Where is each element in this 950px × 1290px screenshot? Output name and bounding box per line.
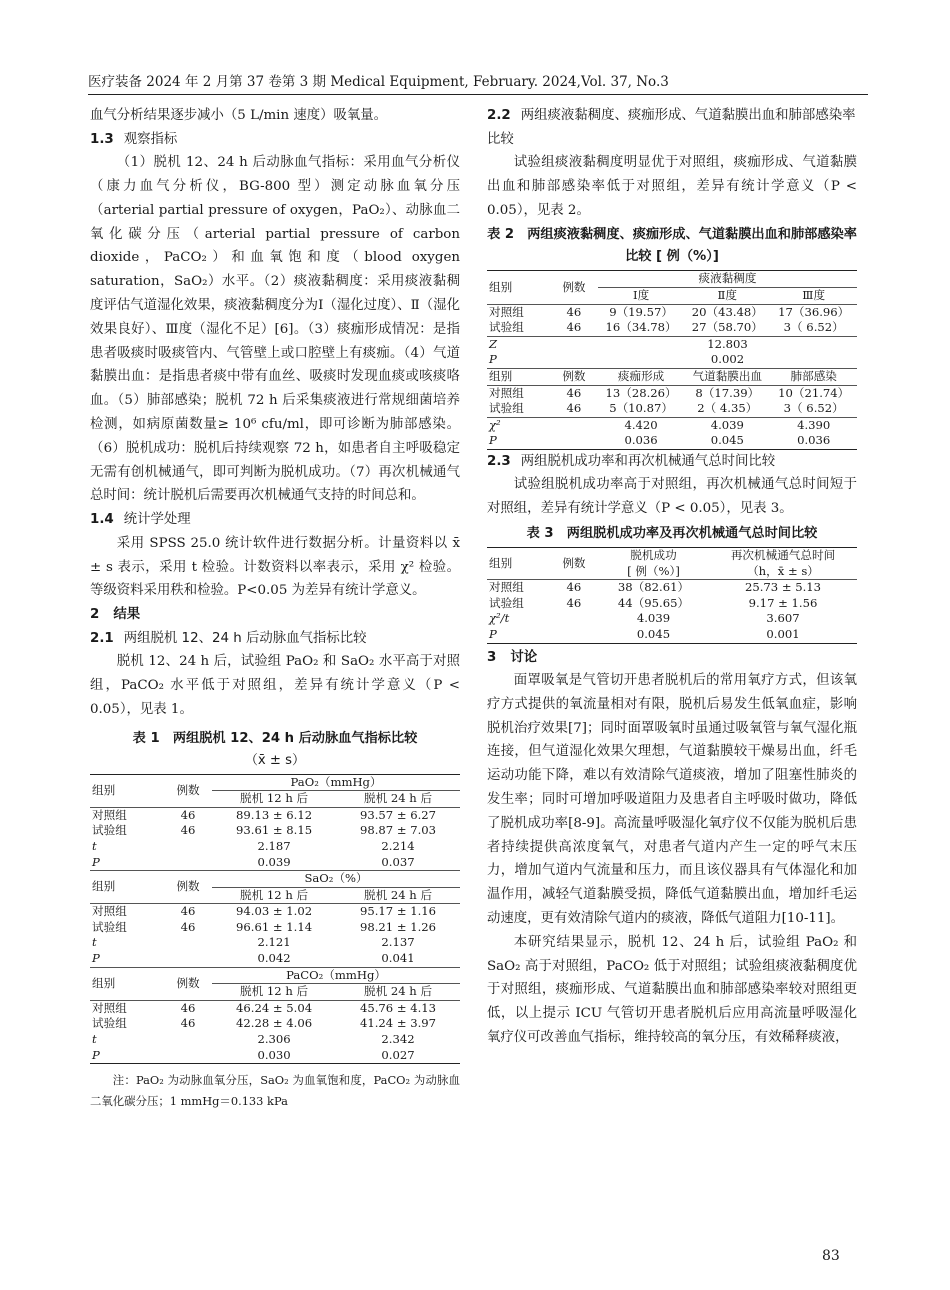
table-header-row [487,368,857,385]
table-cell: 46 [180,823,196,838]
table-cell: 组别 [487,368,550,385]
table-cell: 2（ 4.35） [697,401,758,416]
section-2-heading [90,603,460,627]
table-cell [598,548,709,580]
table-cell: 试验组 [489,595,524,610]
table-row [90,823,460,839]
table-cell: 0.036 [598,433,684,449]
table-row [90,1048,460,1064]
table-cell: 0.039 [257,854,291,869]
table-1 [90,774,460,1065]
table-cell: 2.306 [257,1032,291,1047]
section-number: 2.3 [487,453,511,469]
running-header: 医疗装备 2024 年 2 月第 37 卷第 3 期 Medical Equipment, February. 2024,Vol. 37, No.3 [88,74,669,90]
section-title: 两组脱机 12、24 h 后动脉血气指标比较 [123,630,367,646]
table-cell: P [92,854,100,869]
left-column [90,104,460,1112]
table-cell: PaO₂（mmHg） [212,774,460,791]
table-row [487,385,857,401]
table-cell: 46 [180,1016,196,1031]
section-2-2-heading [487,104,857,151]
table-row [90,935,460,951]
section-title: 结果 [113,607,141,623]
table-cell: 8（17.39） [684,385,770,401]
table-cell: 46 [550,304,598,320]
table-cell: 例数 [550,548,598,580]
table-cell: 16（34.78） [605,320,677,335]
table-cell [164,855,212,871]
table-cell: 3（ 6.52） [783,401,844,416]
table-row [90,951,460,967]
table-cell: PaCO₂（mmHg） [212,967,460,984]
caption-line-2: （x̄ ± s） [244,752,306,768]
table-2 [487,270,857,450]
header-line: 再次机械通气总时间 [730,548,836,563]
table-cell: 2.214 [381,838,415,853]
table-row [90,1000,460,1016]
table-cell [550,417,598,433]
table-row [487,352,857,368]
table-row [487,627,857,643]
table-cell: 96.61 ± 1.14 [236,919,313,934]
table-cell: 对照组 [487,304,550,320]
table-cell: 对照组 [487,385,550,401]
table-cell: 例数 [164,774,212,807]
table-cell: P [90,1048,164,1064]
table-cell: 例数 [164,871,212,904]
paragraph-continued: 血气分析结果逐步减小（5 L/min 速度）吸氧量。 [90,108,388,123]
table-cell [550,611,598,627]
table-cell: 46 [164,807,212,823]
table-cell: 45.76 ± 4.13 [336,1000,460,1016]
table-cell: 38（82.61） [598,580,709,596]
table-row [90,904,460,920]
table-cell [550,627,598,643]
page-number: 83 [822,1248,840,1264]
table-cell: Ⅰ度 [632,287,650,302]
table-cell [550,336,598,352]
table-cell: 脱机 12 h 后 [240,791,309,806]
table-cell: 42.28 ± 4.06 [236,1016,313,1031]
right-column [487,104,857,1050]
table-row [90,1032,460,1048]
table-cell [164,839,212,855]
table-cell: 组别 [90,774,164,807]
table-cell: t [92,935,97,950]
table-cell: 脱机 24 h 后 [363,887,433,902]
section-number: 2.2 [487,108,511,123]
section-2-1-heading [90,627,460,651]
table-cell [164,935,212,951]
paragraph-result-2-3: 试验组脱机成功率高于对照组，再次机械通气总时间短于对照组，差异有统计学意义（P < 0.05），见表 3。 [487,477,857,517]
table-cell: 脱机 24 h 后 [363,791,433,806]
section-1-4-heading [90,508,460,532]
table-header-row [90,967,460,984]
table-cell: P [92,951,100,966]
section-number: 2 [90,607,100,623]
table-cell: 93.61 ± 8.15 [236,823,313,838]
table-cell: 27（58.70） [691,320,763,335]
table-cell: 41.24 ± 3.97 [359,1016,437,1031]
table-cell: 0.045 [684,433,770,449]
table-cell: 98.87 ± 7.03 [359,823,437,838]
table-cell: 脱机 12 h 后 [240,984,309,999]
table-cell: 20（43.48） [684,304,770,320]
paragraph-statistics: 采用 SPSS 25.0 统计软件进行数据分析。计量资料以 x̄ ± s 表示，采用 t 检验。计数资料以率表示，采用 χ² 检验。等级资料采用秩和检验。P<0.05 为差异有统计学意义。 [90,535,460,599]
table-row [90,1016,460,1032]
table-cell: 17（36.96） [770,304,857,320]
table-cell: 痰痂形成 [598,368,684,385]
table-cell: 4.039 [684,417,770,433]
table-cell: 组别 [90,967,164,1000]
table-row [90,807,460,823]
paragraph-discussion-1: 面罩吸氧是气管切开患者脱机后的常用氧疗方式，但该氧疗方式提供的氧流量相对有限，脱机后易发生低氧血症，影响脱机治疗效果[7]；同时面罩吸氧时虽通过吸氧管与氧气湿化瓶连接，但气道湿化效果欠理想，气道黏膜较干燥易出血，纤毛运动功能下降，难以有效清除气道痰液，增加了阻塞性肺炎的发生率；同时可增加呼吸道阻力及患者自主呼吸时做功，降低了脱机成功率[8-9]。高流量呼吸湿化氧疗仪不仅能为脱机后患者持续提供高浓度氧气，对患者气道内产生一定的呼气末压力，增加气道内气流量和压力，而且该仪器具有气体湿化和加温作用，减轻气道黏膜受损，降低气道黏膜出血，增加纤毛运动速度，更有效清除气道内的痰液，降低气道阻力[10-11]。 [487,673,857,927]
table-cell: 组别 [487,548,550,580]
paragraph-discussion-2: 本研究结果显示，脱机 12、24 h 后，试验组 PaO₂ 和 SaO₂ 高于对照组，PaCO₂ 低于对照组；试验组痰液黏稠度优于对照组，痰痂形成、气道黏膜出血和肺部感染率较对照组更低，以上提示 ICU 气管切开患者脱机后应用高流量呼吸湿化氧疗仪可改善血气指标，维持较高的氧分压，有效稀释痰液， [487,934,857,1046]
table-cell: 2.137 [381,935,415,950]
table-cell: 3.607 [766,611,800,626]
section-title: 观察指标 [123,131,178,147]
table-cell: 46 [164,904,212,920]
table-cell: 0.001 [709,627,857,643]
section-number: 1.3 [90,131,114,147]
table-cell: 例数 [164,967,212,1000]
table-cell: 46 [550,385,598,401]
table-row [90,855,460,871]
table-header-row [487,271,857,288]
table-cell: 46.24 ± 5.04 [212,1000,336,1016]
table-cell: 试验组 [489,320,524,335]
table-cell: 4.420 [598,417,684,433]
paragraph-result-2-2: 试验组痰液黏稠度明显优于对照组，痰痂形成、气道黏膜出血和肺部感染率低于对照组，差异有统计学意义（P < 0.05），见表 2。 [487,155,857,218]
table-cell: 2.121 [257,935,291,950]
table-cell: 0.036 [770,433,857,449]
paragraph-observation: （1）脱机 12、24 h 后动脉血气指标：采用血气分析仪（康力血气分析仪，BG-800 型）测定动脉血氧分压（arterial partial pressure of oxygen，PaO₂）、动脉血二氧化碳分压（arterial partial pressure of carbon dioxide，PaCO₂）和血氧饱和度（blood oxygen saturation，SaO₂）水平。（2）痰液黏稠度：采用痰液黏稠度评估气道湿化效果，痰液黏稠度分为Ⅰ（湿化过度）、Ⅱ（湿化效果良好）、Ⅲ度（湿化不足）[6]。（3）痰痂形成情况：是指患者吸痰时吸痰管内、气管壁上或口腔壁上有痰痂。（4）气道黏膜出血：是指患者痰中带有血丝、吸痰时发现血痰或咳痰咯血。（5）肺部感染；脱机 72 h 后采集痰液进行常规细菌培养检测，如病原菌数量≥ 10⁶ cfu/ml，即可诊断为肺部感染。（6）脱机成功：脱机后持续观察 72 h，如患者自主呼吸稳定无需有创机械通气，即可判断为脱机成功。（7）再次机械通气总时间：统计脱机后需要再次机械通气支持的时间总和。 [90,155,460,504]
table-cell: 2.187 [257,838,291,853]
table-cell: 痰液黏稠度 [598,271,857,288]
table-cell: 44（95.65） [617,595,690,610]
table-cell: 0.041 [381,951,415,966]
table-row [487,336,857,352]
table-cell: 试验组 [92,823,127,838]
table-cell: 4.390 [770,417,857,433]
table-cell: 气道黏膜出血 [684,368,770,385]
section-title: 统计学处理 [123,512,191,528]
header-line: （h，x̄ ± s） [747,563,819,578]
table-cell: 46 [566,401,582,416]
table-cell: 试验组 [92,1016,127,1031]
table-cell: 94.03 ± 1.02 [212,904,336,920]
table-cell: 46 [550,580,598,596]
table-cell: 对照组 [90,807,164,823]
section-3-heading [487,646,857,670]
table-cell: 0.042 [257,951,291,966]
table-cell [164,1032,212,1048]
table-cell: χ²/t [489,611,510,626]
table-cell: 98.21 ± 1.26 [359,919,437,934]
table-cell: 组别 [487,271,550,304]
table-cell: 89.13 ± 6.12 [212,807,336,823]
table-cell: 对照组 [487,580,550,596]
table-cell [709,548,857,580]
table-header-row [487,548,857,580]
table-row [487,320,857,336]
table-row [487,304,857,320]
table-cell: 93.57 ± 6.27 [336,807,460,823]
section-number: 1.4 [90,512,114,528]
table-cell: 10（21.74） [770,385,857,401]
table-cell: Z [487,336,550,352]
table-cell: Ⅲ度 [802,287,826,302]
table-cell [550,433,598,449]
section-1-3-heading [90,128,460,152]
table-row [90,839,460,855]
table-cell: 46 [566,320,582,335]
table-row [90,920,460,936]
table-row [487,596,857,612]
table-cell: 对照组 [90,1000,164,1016]
table-cell: 例数 [550,271,598,304]
table-cell: t [92,838,97,853]
table-cell: 脱机 12 h 后 [240,887,309,902]
table-cell: χ² [487,417,550,433]
table-3-caption: 表 3 两组脱机成功率及再次机械通气总时间比较 [526,526,818,542]
table-1-caption [90,728,460,772]
table-cell: 肺部感染 [770,368,857,385]
table-cell: 46 [180,919,196,934]
table-cell: P [487,627,550,643]
table-cell: 0.002 [710,352,745,367]
table-cell [164,1048,212,1064]
table-cell: 试验组 [489,401,524,416]
header-rule [88,94,868,95]
table-cell: t [92,1032,97,1047]
table-cell: 组别 [90,871,164,904]
table-cell: SaO₂（%） [212,871,460,888]
paragraph-result-2-1: 脱机 12、24 h 后，试验组 PaO₂ 和 SaO₂ 水平高于对照组，PaCO₂ 水平低于对照组，差异有统计学意义（P < 0.05），见表 1。 [90,654,460,717]
section-number: 3 [487,649,497,665]
table-header-row [90,871,460,888]
table-row [487,433,857,449]
table-cell: 95.17 ± 1.16 [336,904,460,920]
table-cell: 对照组 [90,904,164,920]
caption-line: 表 1 两组脱机 12、24 h 后动脉血气指标比较 [132,730,418,746]
table-cell: P [489,352,497,367]
table-cell: 13（28.26） [598,385,684,401]
table-3 [487,547,857,644]
table-cell: 3（ 6.52） [783,320,844,335]
table-row [487,580,857,596]
section-number: 2.1 [90,630,114,646]
table-cell: 12.803 [598,336,857,352]
table-cell: P [487,433,550,449]
header-line: 脱机成功 [630,548,677,563]
table-cell: 0.030 [212,1048,336,1064]
section-title: 两组痰液黏稠度、痰痂形成、气道黏膜出血和肺部感染率比较 [487,108,856,147]
table-cell: 46 [566,595,582,610]
table-1-note: 注：PaO₂ 为动脉血氧分压，SaO₂ 为血氧饱和度，PaCO₂ 为动脉血二氧化碳分压；1 mmHg＝0.133 kPa [90,1073,460,1109]
table-cell: 试验组 [92,919,127,934]
table-row [487,401,857,417]
table-cell: 9.17 ± 1.56 [748,595,818,610]
table-cell: 25.73 ± 5.13 [709,580,857,596]
table-cell [164,951,212,967]
section-2-3-heading [487,450,857,474]
header-line: [ 例（%）] [627,563,680,578]
table-cell: 0.045 [598,627,709,643]
table-cell: 2.342 [381,1032,415,1047]
table-cell: 0.037 [381,854,415,869]
table-2-caption: 表 2 两组痰液黏稠度、痰痂形成、气道黏膜出血和肺部感染率比较 [ 例（%）] [487,227,857,265]
table-cell: 0.027 [336,1048,460,1064]
table-row [487,417,857,433]
table-cell: 9（19.57） [598,304,684,320]
table-row [487,611,857,627]
table-cell: 脱机 24 h 后 [363,984,433,999]
table-cell: 46 [164,1000,212,1016]
table-cell [550,352,598,368]
table-cell: 例数 [550,368,598,385]
table-cell: 4.039 [636,611,671,626]
section-title: 讨论 [510,649,538,665]
section-title: 两组脱机成功率和再次机械通气总时间比较 [520,453,776,469]
table-cell: 5（10.87） [609,401,673,416]
table-header-row [90,774,460,791]
table-cell: Ⅱ度 [717,287,738,302]
